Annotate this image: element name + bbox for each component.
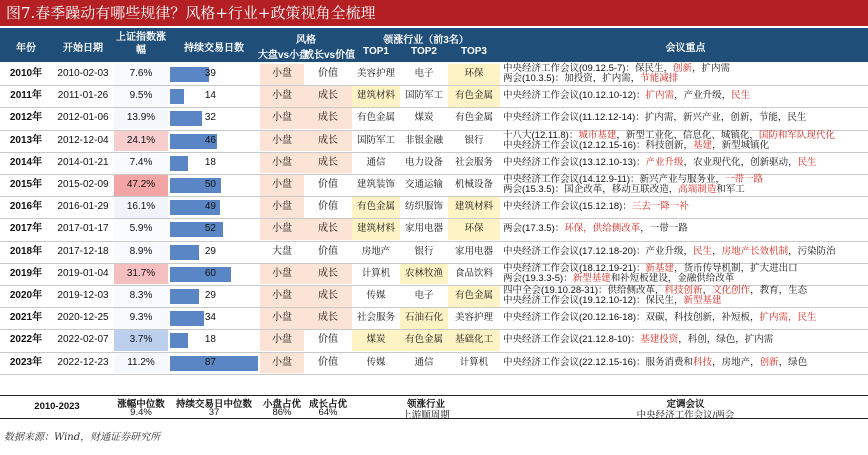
header-start-date: 开始日期 [63,43,103,54]
row-meeting-notes [503,153,868,174]
trading-days-value: 29 [204,245,216,257]
summary-small-label: 小盘占优 [262,399,301,410]
meeting-keyword: 产业升级 [645,156,684,168]
row-year: 2021年 [9,312,43,324]
row-growth-value: 成长 [304,131,352,152]
row-index-gain: 24.1% [114,131,168,152]
summary-small-value: 86% [272,407,292,418]
meeting-keyword: 节能减排 [640,73,679,85]
row-growth-value: 成长 [304,153,352,174]
row-index-gain: 8.3% [114,286,168,307]
row-divider [0,374,868,375]
row-top3-industry: 社会服务 [454,156,493,168]
header-top1: TOP1 [363,46,389,57]
header-meeting: 会议重点 [665,43,706,54]
header-trading-days: 持续交易日数 [184,43,244,54]
row-start-date: 2016-01-29 [57,201,109,213]
table-row [0,308,868,329]
row-meeting-notes [503,219,868,240]
meeting-text: 十八大(12.11.8)： [503,129,579,141]
row-index-gain: 9.5% [114,86,168,107]
meeting-keyword: 民生 [731,90,751,102]
table-row [0,108,868,129]
row-year: 2018年 [9,245,43,257]
row-index-gain: 9.3% [114,308,168,329]
meeting-text: 中央经济工作会议(10.12.10-12)： [503,90,646,102]
summary-days-label: 持续交易日中位数 [175,399,252,410]
row-top2-industry: 纺织服饰 [404,201,443,213]
header-year: 年份 [16,43,36,54]
meeting-text: ，货币传导机制，扩大进出口 [674,262,798,274]
row-top2-industry: 家用电器 [404,223,443,235]
meeting-keyword: 一带一路 [725,174,764,185]
row-top1-industry: 有色金属 [352,197,400,218]
table-row [0,153,868,174]
row-top1-industry: 传媒 [366,290,386,301]
row-top2-industry: 通信 [414,356,434,368]
row-meeting-notes [503,308,868,329]
table-row [0,286,868,307]
row-top3-industry: 计算机 [459,356,489,368]
row-top3-industry: 银行 [464,134,484,146]
table-row [0,175,868,196]
summary-days-value: 37 [208,407,220,418]
row-size-style: 小盘 [260,197,304,218]
row-trading-days [168,264,260,285]
row-top2-industry: 煤炭 [414,112,434,124]
trading-days-value: 18 [204,334,216,346]
table-row [0,131,868,152]
row-trading-days [168,242,260,263]
table-row [0,86,868,107]
row-year: 2019年 [9,267,43,279]
row-year: 2017年 [9,223,43,235]
meeting-keyword: 新型基建 [572,273,611,284]
meeting-text: 两会(10.3.5)：加投资，扩内需， [503,73,641,85]
meeting-keyword: 科技创新 [664,285,703,296]
meeting-text: ，科创，绿色，扩内需 [678,334,774,346]
row-top2-industry: 电力设备 [404,156,443,168]
row-start-date: 2020-12-25 [57,312,109,324]
row-top1-industry: 建筑材料 [352,219,400,240]
row-top1-industry: 有色金属 [356,112,395,124]
row-growth-value: 价值 [318,179,338,190]
summary-meeting-value: 中央经济工作会议/两会 [636,410,735,421]
row-trading-days [168,64,260,85]
trading-days-value: 39 [204,68,216,79]
row-top1-industry: 美容护理 [356,68,395,79]
trading-days-value: 87 [204,356,216,368]
table-row [0,264,868,285]
table-row [0,219,868,240]
summary-period: 2010-2023 [34,401,80,412]
meeting-text: 和补短板建设，金融供给改革 [610,273,735,284]
row-size-style: 小盘 [260,153,304,174]
row-top2-industry: 农林牧渔 [400,264,448,285]
header-index-gain: 上证指数涨幅 [116,32,166,56]
row-size-style: 小盘 [260,219,304,240]
meeting-text: 四中全会(19.10.28-31)：供给侧改革， [503,285,665,296]
meeting-text: 中央经济工作会议(21.12.8-10)： [503,334,641,346]
row-start-date: 2011-01-26 [57,90,109,102]
trading-days-value: 60 [204,267,216,279]
meeting-note-line [503,219,868,240]
meeting-text: 中央经济工作会议(11.12.12-14)：扩内需，新兴产业，创新，节能，民生 [503,112,807,124]
row-top3-industry: 有色金属 [448,86,500,107]
header-style-group: 风格 [296,35,316,46]
row-trading-days [168,330,260,351]
meeting-text: ， [702,285,713,296]
row-trading-days [168,175,260,196]
row-trading-days [168,108,260,129]
meeting-text: 中央经济工作会议(22.12.15-16)：服务消费和 [503,356,694,368]
row-trading-days [168,86,260,107]
meeting-note-line [503,153,868,174]
row-start-date: 2019-01-04 [57,267,109,279]
meeting-note-line [503,197,868,218]
row-meeting-notes [503,86,868,107]
meeting-text: ，绿色 [778,356,808,368]
meeting-note-line [503,108,868,129]
meeting-text: ，污染防治 [788,245,836,257]
trading-days-value: 49 [204,201,216,213]
meeting-keyword: 扩内需，民生 [759,312,817,324]
row-index-gain: 7.4% [114,153,168,174]
meeting-text: 中央经济工作会议(13.12.10-13)： [503,156,646,168]
row-index-gain: 11.2% [114,353,168,374]
row-index-gain: 8.9% [114,242,168,263]
row-meeting-notes [503,264,868,285]
row-top3-industry: 基础化工 [448,330,500,351]
row-year: 2016年 [9,201,43,213]
table-row [0,353,868,374]
row-top2-industry: 有色金属 [400,330,448,351]
row-index-gain: 3.7% [114,330,168,351]
meeting-keyword: 高端制造 [678,184,717,196]
table-row [0,242,868,263]
row-growth-value: 价值 [318,68,338,79]
meeting-text: 中央经济工作会议(18.12.19-21)： [503,262,646,274]
meeting-note-line [503,296,868,306]
row-top3-industry: 食品饮料 [454,267,493,279]
trading-days-value: 46 [204,134,216,146]
row-top2-industry: 银行 [414,245,434,257]
meeting-keyword: 三去一降一补 [631,201,689,213]
table-header [0,28,868,62]
row-year: 2013年 [9,134,43,146]
row-top2-industry: 非银金融 [404,134,443,146]
trading-days-value: 18 [204,156,216,168]
summary-growth-value: 64% [318,407,338,418]
meeting-keyword: 创新 [759,356,779,368]
header-top3: TOP3 [461,46,487,57]
meeting-note-line [503,274,868,284]
trading-days-value: 14 [204,90,216,102]
meeting-keyword: 民生 [693,245,713,257]
row-trading-days [168,131,260,152]
row-index-gain: 31.7% [114,264,168,285]
meeting-keyword: 环保，供给侧改革 [564,223,641,235]
row-top1-industry: 煤炭 [352,330,400,351]
row-growth-value: 成长 [304,108,352,129]
row-year: 2011年 [10,90,42,102]
meeting-text: 两会(15.3.5)：国企改革，移动互联改造， [503,184,679,196]
summary-industry-value: 上游顺周期 [402,410,450,421]
meeting-text: 中央经济工作会议(17.12.18-20)：产业升级， [503,245,694,257]
summary-gain-value: 9.4% [130,407,152,418]
figure-title: 图7.春季躁动有哪些规律？风格+行业+政策视角全梳理 [0,0,868,26]
row-trading-days [168,353,260,374]
row-size-style: 小盘 [260,108,304,129]
row-start-date: 2014-01-21 [57,156,109,168]
row-top3-industry: 家用电器 [454,245,493,257]
row-growth-value: 成长 [304,264,352,285]
row-top1-industry: 国防军工 [356,134,395,146]
row-top3-industry: 美容护理 [454,312,493,324]
row-trading-days [168,219,260,240]
meeting-note-line [503,330,868,351]
row-index-gain: 47.2% [114,175,168,196]
row-growth-value: 价值 [318,334,338,346]
row-top3-industry: 建筑材料 [448,197,500,218]
row-start-date: 2017-01-17 [57,223,109,235]
row-size-style: 小盘 [260,330,304,351]
header-top2: TOP2 [411,46,437,57]
row-size-style: 小盘 [260,86,304,107]
row-year: 2022年 [9,334,43,346]
row-size-style: 小盘 [260,286,304,307]
row-top2-industry: 国防军工 [404,90,443,102]
row-size-style: 大盘 [272,245,292,257]
row-meeting-notes [503,64,868,85]
meeting-note-line [503,185,868,195]
row-index-gain: 5.9% [114,219,168,240]
row-year: 2020年 [9,290,43,301]
row-size-style: 小盘 [260,353,304,374]
row-growth-value: 成长 [304,219,352,240]
meeting-text: ，产业升级， [674,90,732,102]
row-growth-value: 成长 [304,308,352,329]
meeting-note-line [503,308,868,329]
row-top1-industry: 通信 [366,156,386,168]
table-row [0,64,868,85]
meeting-note-line [503,141,868,151]
row-start-date: 2012-01-06 [57,112,109,124]
row-index-gain: 16.1% [114,197,168,218]
meeting-text: 中央经济工作会议(09.12.5-7)：保民生， [503,63,673,74]
trading-days-value: 32 [204,112,216,124]
trading-days-value: 34 [204,312,216,324]
row-top3-industry: 机械设备 [454,179,493,190]
row-meeting-notes [503,131,868,152]
trading-days-value: 50 [204,179,216,190]
row-growth-value: 成长 [304,286,352,307]
summary-industry-label: 领涨行业 [406,399,445,410]
row-year: 2010年 [9,68,43,79]
header-size: 大盘vs小盘 [258,50,310,61]
row-start-date: 2022-02-07 [57,334,109,346]
meeting-text: ，农业现代化，创新驱动， [683,156,798,168]
header-growth-value: 成长vs价值 [304,50,356,61]
meeting-text: 中央经济工作会议(14.12.9-11)：新兴产业与服务业， [503,174,726,185]
meeting-text: ，教育，生态 [750,285,808,296]
row-size-style: 小盘 [260,308,304,329]
row-top1-industry: 建筑材料 [352,86,400,107]
row-top1-industry: 计算机 [361,267,391,279]
row-top2-industry: 电子 [414,68,434,79]
meeting-keyword: 文化创作 [712,285,751,296]
row-growth-value: 成长 [304,86,352,107]
row-meeting-notes [503,353,868,374]
row-trading-days [168,153,260,174]
row-year: 2012年 [9,112,43,124]
row-trading-days [168,286,260,307]
row-meeting-notes [503,242,868,263]
row-size-style: 小盘 [260,64,304,85]
meeting-note-line [503,353,868,374]
header-top-group: 领涨行业（前3名） [383,35,469,46]
row-start-date: 2017-12-18 [57,245,109,257]
meeting-keyword: 科技 [693,356,713,368]
row-top3-industry: 有色金属 [454,112,493,124]
row-meeting-notes [503,197,868,218]
meeting-keyword: 新型基建 [683,295,722,307]
row-size-style: 小盘 [260,264,304,285]
table-row [0,197,868,218]
meeting-text: ，新型工业化、信息化、城镇化， [616,129,759,141]
row-growth-value: 价值 [318,356,338,368]
meeting-note-line [503,74,868,84]
meeting-text: 中央经济工作会议(15.12.18)： [503,201,632,213]
row-index-gain: 13.9% [114,108,168,129]
row-meeting-notes [503,286,868,307]
meeting-text: ，新型城镇化 [712,139,770,151]
row-meeting-notes [503,108,868,129]
meeting-text: 中央经济工作会议(12.12.15-16)：科技创新， [503,139,694,151]
row-start-date: 2012-12-04 [57,134,109,146]
meeting-keyword: 创新 [672,63,692,74]
summary-growth-label: 成长占优 [308,399,347,410]
row-growth-value: 价值 [318,201,338,213]
row-top3-industry: 有色金属 [448,286,500,307]
row-top2-industry: 交通运输 [404,179,443,190]
summary-meeting-label: 定调会议 [666,399,705,410]
meeting-text: ，房地产， [712,356,760,368]
meeting-text: ， [712,245,722,257]
meeting-keyword: 房地产长效机制 [721,245,789,257]
meeting-text: 和军工 [716,184,745,196]
row-growth-value: 价值 [318,245,338,257]
meeting-keyword: 基建投资 [640,334,679,346]
meeting-keyword: 新基建 [645,262,675,274]
meeting-text: 中央经济工作会议(19.12.10-12)：保民生， [503,295,684,307]
row-start-date: 2010-02-03 [57,68,109,79]
row-size-style: 小盘 [260,131,304,152]
meeting-keyword: 基建 [693,139,713,151]
row-trading-days [168,308,260,329]
row-meeting-notes [503,330,868,351]
row-top2-industry: 石油石化 [400,308,448,329]
source-note: 数据来源：Wind，财通证券研究所 [4,432,161,443]
row-size-style: 小盘 [260,175,304,196]
row-year: 2015年 [9,179,43,190]
row-top1-industry: 社会服务 [356,312,395,324]
row-year: 2014年 [9,156,43,168]
meeting-note-line [503,86,868,107]
row-trading-days [168,197,260,218]
meeting-text: 中央经济工作会议(20.12.16-18)：双碳，科技创新，补短板， [503,312,760,324]
row-year: 2023年 [9,356,43,368]
row-top2-industry: 电子 [414,290,434,301]
meeting-text: 两会(19.3.3-5)： [503,273,573,284]
row-start-date: 2019-12-03 [57,290,109,301]
meeting-keyword: 扩内需 [645,90,675,102]
row-top3-industry: 环保 [448,64,500,85]
row-meeting-notes [503,175,868,196]
meeting-note-line [503,242,868,263]
meeting-keyword: 国防和军队现代化 [758,129,835,141]
meeting-text: 两会(17.3.5)： [503,223,565,235]
summary-row [0,395,868,419]
row-start-date: 2022-12-23 [57,356,109,368]
row-top3-industry: 环保 [448,219,500,240]
table-row [0,330,868,351]
meeting-keyword: 民生 [797,156,817,168]
summary-gain-label: 涨幅中位数 [117,399,165,410]
trading-days-value: 29 [204,290,216,301]
row-index-gain: 7.6% [114,64,168,85]
meeting-text: ，一带一路 [640,223,688,235]
row-start-date: 2015-02-09 [57,179,109,190]
meeting-text: ，扩内需 [692,63,731,74]
trading-days-value: 52 [204,223,216,235]
row-top1-industry: 传媒 [366,356,386,368]
row-top1-industry: 房地产 [361,245,391,257]
meeting-keyword: 城市基建 [578,129,617,141]
row-top1-industry: 建筑装饰 [356,179,395,190]
